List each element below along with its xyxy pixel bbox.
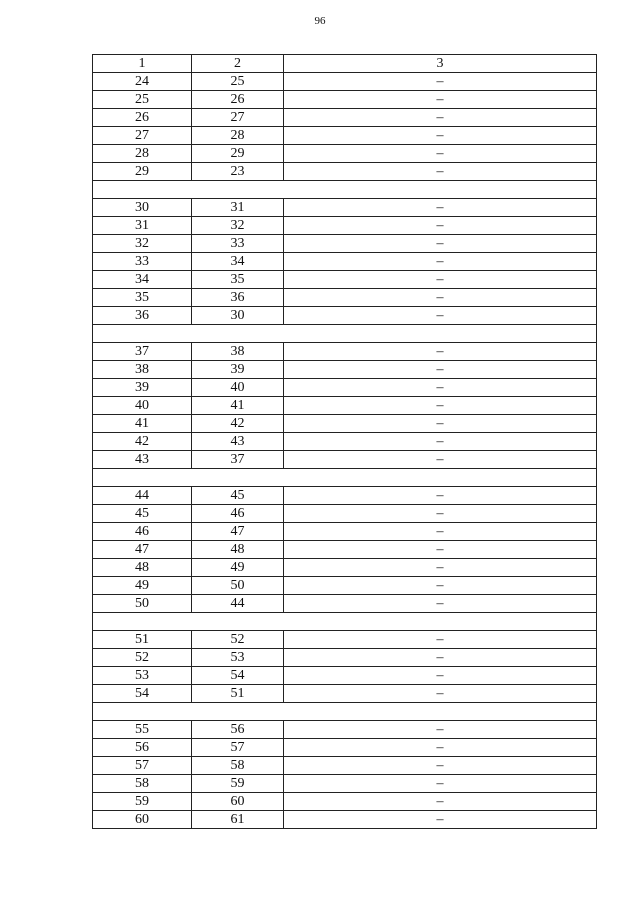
table-row [93, 757, 597, 775]
table-cell-col-3: – [284, 271, 597, 289]
table-row [93, 397, 597, 415]
table-cell-col-3: – [284, 667, 597, 685]
table-cell-col-3: – [284, 415, 597, 433]
table-cell-col-1: 36 [93, 307, 192, 325]
group-separator-row [93, 469, 597, 487]
table-cell-col-2: 37 [192, 451, 284, 469]
table-row [93, 775, 597, 793]
table-cell-col-3: – [284, 757, 597, 775]
table-cell-col-2: 27 [192, 109, 284, 127]
table-cell-col-2: 34 [192, 253, 284, 271]
table-cell-col-3: – [284, 235, 597, 253]
table-cell-col-2: 46 [192, 505, 284, 523]
table-cell-col-3: – [284, 595, 597, 613]
table-cell-col-3: – [284, 253, 597, 271]
table-cell-col-3: – [284, 199, 597, 217]
table-cell-col-3: – [284, 811, 597, 829]
table-row [93, 433, 597, 451]
table-cell-col-2: 53 [192, 649, 284, 667]
table-cell-col-2: 47 [192, 523, 284, 541]
table-cell-col-3: – [284, 163, 597, 181]
table-cell-col-3: – [284, 217, 597, 235]
table-cell-col-2: 60 [192, 793, 284, 811]
table-row [93, 559, 597, 577]
table-cell-col-3: – [284, 361, 597, 379]
table-row [93, 451, 597, 469]
table-cell-col-3: – [284, 451, 597, 469]
table-cell-col-3: – [284, 433, 597, 451]
table-row [93, 505, 597, 523]
table-cell-col-1: 26 [93, 109, 192, 127]
table-cell-col-1: 27 [93, 127, 192, 145]
table-cell-col-1: 52 [93, 649, 192, 667]
header-cell-1: 1 [93, 55, 192, 73]
table-cell-col-3: – [284, 91, 597, 109]
table-row [93, 667, 597, 685]
table-cell-col-3: – [284, 559, 597, 577]
table-cell-col-1: 37 [93, 343, 192, 361]
table-row [93, 649, 597, 667]
table-cell-col-1: 35 [93, 289, 192, 307]
table-row [93, 793, 597, 811]
group-separator-row [93, 613, 597, 631]
table-cell-col-1: 54 [93, 685, 192, 703]
table-row [93, 163, 597, 181]
table-cell-col-2: 28 [192, 127, 284, 145]
table-cell-col-1: 53 [93, 667, 192, 685]
table-cell-col-1: 46 [93, 523, 192, 541]
table-cell-col-1: 43 [93, 451, 192, 469]
table-cell-col-2: 48 [192, 541, 284, 559]
table-cell-col-3: – [284, 685, 597, 703]
table-cell-col-1: 56 [93, 739, 192, 757]
table-cell-col-2: 23 [192, 163, 284, 181]
table-row [93, 487, 597, 505]
table-cell-col-3: – [284, 577, 597, 595]
table-cell-col-1: 59 [93, 793, 192, 811]
table-cell-col-1: 41 [93, 415, 192, 433]
table-cell-col-3: – [284, 109, 597, 127]
table-cell-col-2: 42 [192, 415, 284, 433]
group-separator-cell [93, 325, 597, 343]
table-cell-col-1: 25 [93, 91, 192, 109]
group-separator-cell [93, 469, 597, 487]
table-cell-col-2: 52 [192, 631, 284, 649]
table-cell-col-2: 50 [192, 577, 284, 595]
table-cell-col-2: 49 [192, 559, 284, 577]
table-row [93, 739, 597, 757]
table-cell-col-2: 43 [192, 433, 284, 451]
table-header-row [93, 55, 597, 73]
table-cell-col-1: 39 [93, 379, 192, 397]
table-cell-col-1: 50 [93, 595, 192, 613]
table-cell-col-3: – [284, 307, 597, 325]
header-cell-2: 2 [192, 55, 284, 73]
table-row [93, 235, 597, 253]
table-cell-col-1: 51 [93, 631, 192, 649]
table-row [93, 523, 597, 541]
table-cell-col-1: 28 [93, 145, 192, 163]
table-cell-col-3: – [284, 649, 597, 667]
table-cell-col-3: – [284, 739, 597, 757]
group-separator-row [93, 325, 597, 343]
table-cell-col-1: 34 [93, 271, 192, 289]
table-row [93, 577, 597, 595]
table-cell-col-2: 29 [192, 145, 284, 163]
header-cell-3: 3 [284, 55, 597, 73]
table-row [93, 289, 597, 307]
table-row [93, 253, 597, 271]
table-cell-col-3: – [284, 487, 597, 505]
group-separator-cell [93, 613, 597, 631]
table-row [93, 271, 597, 289]
table-cell-col-3: – [284, 145, 597, 163]
table-row [93, 541, 597, 559]
table-row [93, 415, 597, 433]
table-cell-col-1: 38 [93, 361, 192, 379]
table-body [93, 55, 597, 829]
table-cell-col-3: – [284, 73, 597, 91]
table-cell-col-1: 58 [93, 775, 192, 793]
table-cell-col-1: 48 [93, 559, 192, 577]
table-cell-col-2: 35 [192, 271, 284, 289]
table-cell-col-3: – [284, 505, 597, 523]
table-row [93, 343, 597, 361]
table-cell-col-3: – [284, 721, 597, 739]
table-cell-col-2: 57 [192, 739, 284, 757]
table-cell-col-2: 33 [192, 235, 284, 253]
table-cell-col-2: 45 [192, 487, 284, 505]
group-separator-cell [93, 703, 597, 721]
table-cell-col-3: – [284, 793, 597, 811]
table-cell-col-3: – [284, 775, 597, 793]
table-cell-col-2: 39 [192, 361, 284, 379]
table-cell-col-1: 32 [93, 235, 192, 253]
data-table [92, 54, 597, 829]
table-cell-col-1: 47 [93, 541, 192, 559]
table-cell-col-2: 36 [192, 289, 284, 307]
table-cell-col-2: 26 [192, 91, 284, 109]
table-row [93, 145, 597, 163]
table-cell-col-2: 58 [192, 757, 284, 775]
table-row [93, 199, 597, 217]
table-cell-col-2: 25 [192, 73, 284, 91]
table-cell-col-3: – [284, 541, 597, 559]
table-cell-col-3: – [284, 523, 597, 541]
table-cell-col-1: 60 [93, 811, 192, 829]
table-row [93, 379, 597, 397]
table-cell-col-2: 30 [192, 307, 284, 325]
table-row [93, 631, 597, 649]
table-row [93, 685, 597, 703]
table-row [93, 127, 597, 145]
table-row [93, 721, 597, 739]
table-cell-col-1: 30 [93, 199, 192, 217]
table-cell-col-2: 44 [192, 595, 284, 613]
table-cell-col-1: 24 [93, 73, 192, 91]
table-cell-col-2: 41 [192, 397, 284, 415]
group-separator-row [93, 181, 597, 199]
table-row [93, 217, 597, 235]
table-row [93, 91, 597, 109]
table-cell-col-3: – [284, 127, 597, 145]
table-cell-col-1: 33 [93, 253, 192, 271]
table-cell-col-2: 38 [192, 343, 284, 361]
table-cell-col-1: 40 [93, 397, 192, 415]
table-row [93, 595, 597, 613]
table-row [93, 307, 597, 325]
table-cell-col-1: 42 [93, 433, 192, 451]
table-cell-col-3: – [284, 289, 597, 307]
table-cell-col-1: 57 [93, 757, 192, 775]
table-cell-col-2: 61 [192, 811, 284, 829]
table-cell-col-1: 31 [93, 217, 192, 235]
table-cell-col-3: – [284, 397, 597, 415]
table-cell-col-2: 40 [192, 379, 284, 397]
table-row [93, 811, 597, 829]
table-cell-col-1: 45 [93, 505, 192, 523]
table-cell-col-2: 51 [192, 685, 284, 703]
table-cell-col-1: 55 [93, 721, 192, 739]
table-cell-col-2: 32 [192, 217, 284, 235]
table-cell-col-3: – [284, 343, 597, 361]
table-cell-col-2: 59 [192, 775, 284, 793]
table-cell-col-2: 31 [192, 199, 284, 217]
table-row [93, 73, 597, 91]
page-number: 96 [314, 15, 326, 27]
table-cell-col-1: 49 [93, 577, 192, 595]
table-cell-col-2: 54 [192, 667, 284, 685]
table-cell-col-3: – [284, 379, 597, 397]
table-cell-col-3: – [284, 631, 597, 649]
group-separator-cell [93, 181, 597, 199]
table-cell-col-1: 29 [93, 163, 192, 181]
table-row [93, 361, 597, 379]
group-separator-row [93, 703, 597, 721]
table-cell-col-2: 56 [192, 721, 284, 739]
table-cell-col-1: 44 [93, 487, 192, 505]
table-row [93, 109, 597, 127]
